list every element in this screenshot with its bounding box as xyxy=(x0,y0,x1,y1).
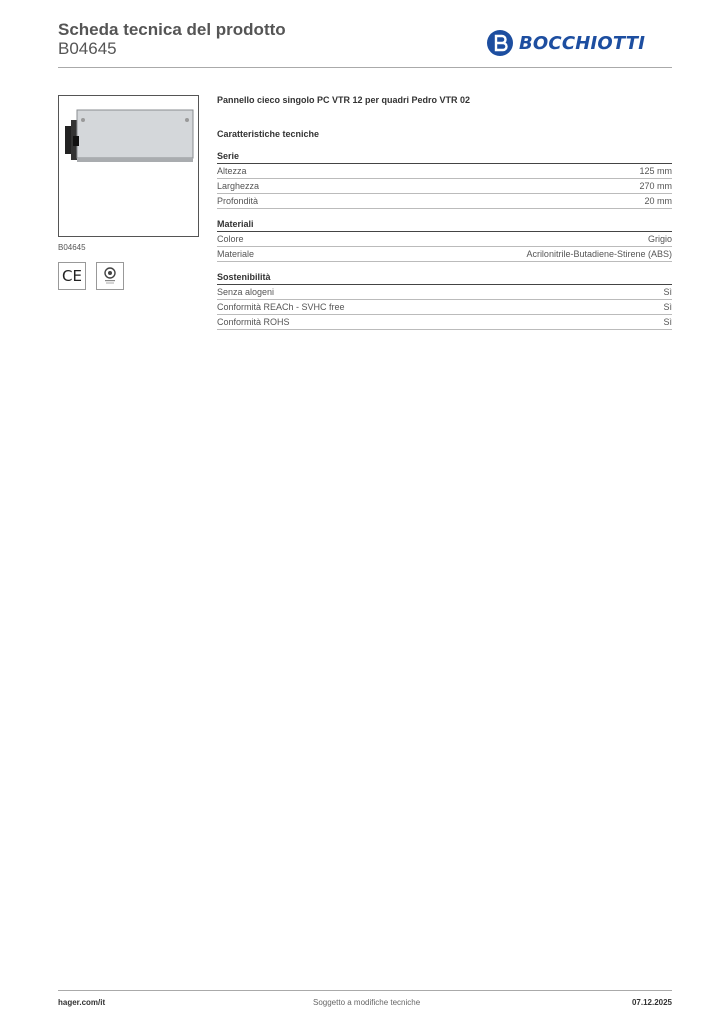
footer-divider xyxy=(58,990,672,991)
logo-text: BOCCHIOTTI xyxy=(519,32,646,54)
spec-row xyxy=(217,232,672,247)
section-title: Materiali xyxy=(217,219,672,232)
spec-value: Sì xyxy=(663,302,672,312)
spec-label: Colore xyxy=(217,234,244,244)
image-caption: B04645 xyxy=(58,243,86,252)
section-materiali xyxy=(217,219,672,262)
technical-specs xyxy=(217,95,672,330)
spec-row xyxy=(217,179,672,194)
product-image xyxy=(58,95,199,237)
spec-value: Sì xyxy=(663,287,672,297)
spec-row xyxy=(217,164,672,179)
spec-row xyxy=(217,285,672,300)
spec-label: Conformità REACh - SVHC free xyxy=(217,302,345,312)
spec-row xyxy=(217,315,672,330)
spec-row xyxy=(217,300,672,315)
footer-website: hager.com/it xyxy=(58,998,106,1007)
spec-label: Conformità ROHS xyxy=(217,317,290,327)
spec-label: Larghezza xyxy=(217,181,260,191)
ce-mark-text: CE xyxy=(62,267,82,285)
section-title: Serie xyxy=(217,151,672,164)
spec-value: 270 mm xyxy=(639,181,672,191)
spec-value: Grigio xyxy=(647,234,672,244)
spec-row xyxy=(217,247,672,262)
bocchiotti-logo-icon xyxy=(486,29,514,57)
spec-label: Senza alogeni xyxy=(217,287,275,297)
blank-panel-illustration xyxy=(59,96,198,236)
product-code: B04645 xyxy=(58,39,117,58)
spec-label: Profondità xyxy=(217,196,259,206)
spec-value: 125 mm xyxy=(639,166,672,176)
product-description: Pannello cieco singolo PC VTR 12 per quadri Pedro VTR 02 xyxy=(217,95,471,105)
spec-label: Materiale xyxy=(217,249,255,259)
spec-value: 20 mm xyxy=(644,196,672,206)
page-title: Scheda tecnica del prodotto xyxy=(58,20,286,39)
footer-date: 07.12.2025 xyxy=(631,998,672,1007)
ce-mark-icon xyxy=(58,262,86,290)
spec-value: Sì xyxy=(663,317,672,327)
spec-row xyxy=(217,194,672,209)
seal-icon xyxy=(96,262,124,290)
brand-logo xyxy=(486,29,645,57)
section-sostenibilita xyxy=(217,272,672,330)
section-serie xyxy=(217,151,672,209)
spec-value: Acrilonitrile-Butadiene-Stirene (ABS) xyxy=(526,249,672,259)
header-divider xyxy=(58,67,672,68)
characteristics-title: Caratteristiche tecniche xyxy=(217,129,320,139)
section-title: Sostenibilità xyxy=(217,272,672,285)
footer-disclaimer: Soggetto a modifiche tecniche xyxy=(313,998,421,1007)
spec-label: Altezza xyxy=(217,166,247,176)
